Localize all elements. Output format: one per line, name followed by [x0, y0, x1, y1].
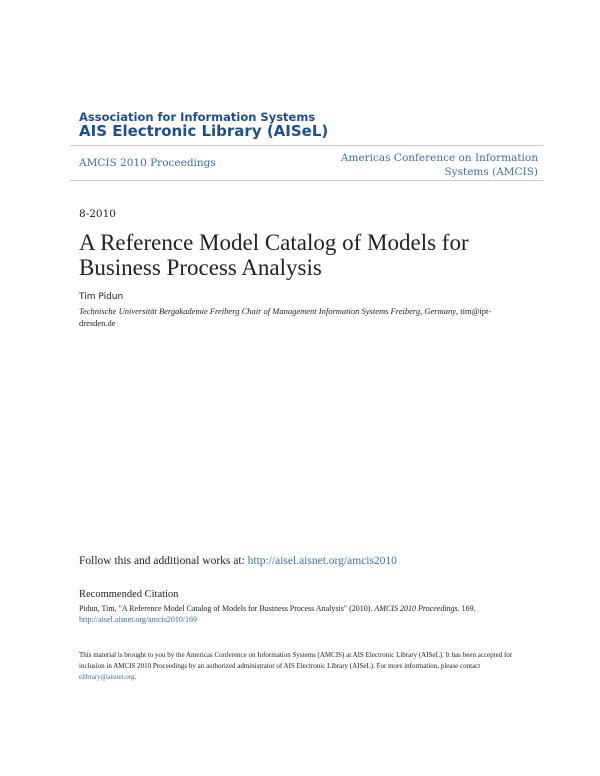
- author-name: Tim Pidun: [79, 292, 124, 302]
- notice-end: .: [134, 673, 137, 681]
- follow-line: [79, 555, 397, 567]
- copyright-notice: [79, 650, 539, 683]
- author-affiliation: [79, 305, 519, 329]
- citation-heading: Recommended Citation: [79, 589, 179, 600]
- affiliation-institution: Technische Universität Bergakademie Freiberg Chair of Management Information Systems Freiberg, Germany: [79, 306, 457, 316]
- header-bottom-divider: [70, 180, 543, 181]
- citation-end: . 169.: [457, 604, 476, 613]
- citation-text: Pidun, Tim, "A Reference Model Catalog of Models for Business Process Analysis" (2010).: [79, 604, 375, 613]
- contact-email-link[interactable]: elibrary@aisnet.org: [79, 673, 135, 681]
- follow-link[interactable]: http://aisel.aisnet.org/amcis2010: [247, 555, 397, 567]
- conference-link[interactable]: Americas Conference on Information Systems (AMCIS): [340, 152, 538, 178]
- notice-text: This material is brought to you by the Americas Conference on Information Systems (AMCIS) at AIS Electronic Library (AISeL). It has been accepted for inclusion in AMCIS 2010 Proceedings by an authorized administrator of AIS Electronic Library (AISeL). For more information, please contact: [79, 651, 513, 670]
- org-name: Association for Information Systems: [79, 110, 316, 124]
- citation-body: [79, 603, 539, 625]
- follow-text: Follow this and additional works at:: [79, 555, 248, 567]
- proceedings-link[interactable]: AMCIS 2010 Proceedings: [79, 157, 216, 169]
- header-top-divider: [70, 145, 543, 146]
- paper-title: A Reference Model Catalog of Models for Business Process Analysis: [79, 230, 469, 280]
- citation-proceedings: AMCIS 2010 Proceedings: [374, 604, 458, 613]
- publication-date: 8-2010: [79, 208, 116, 220]
- library-name: AIS Electronic Library (AISeL): [79, 122, 329, 140]
- citation-link[interactable]: http://aisel.aisnet.org/amcis2010/169: [79, 615, 198, 624]
- affiliation-email: , tim@ipt-dresden.de: [79, 306, 492, 328]
